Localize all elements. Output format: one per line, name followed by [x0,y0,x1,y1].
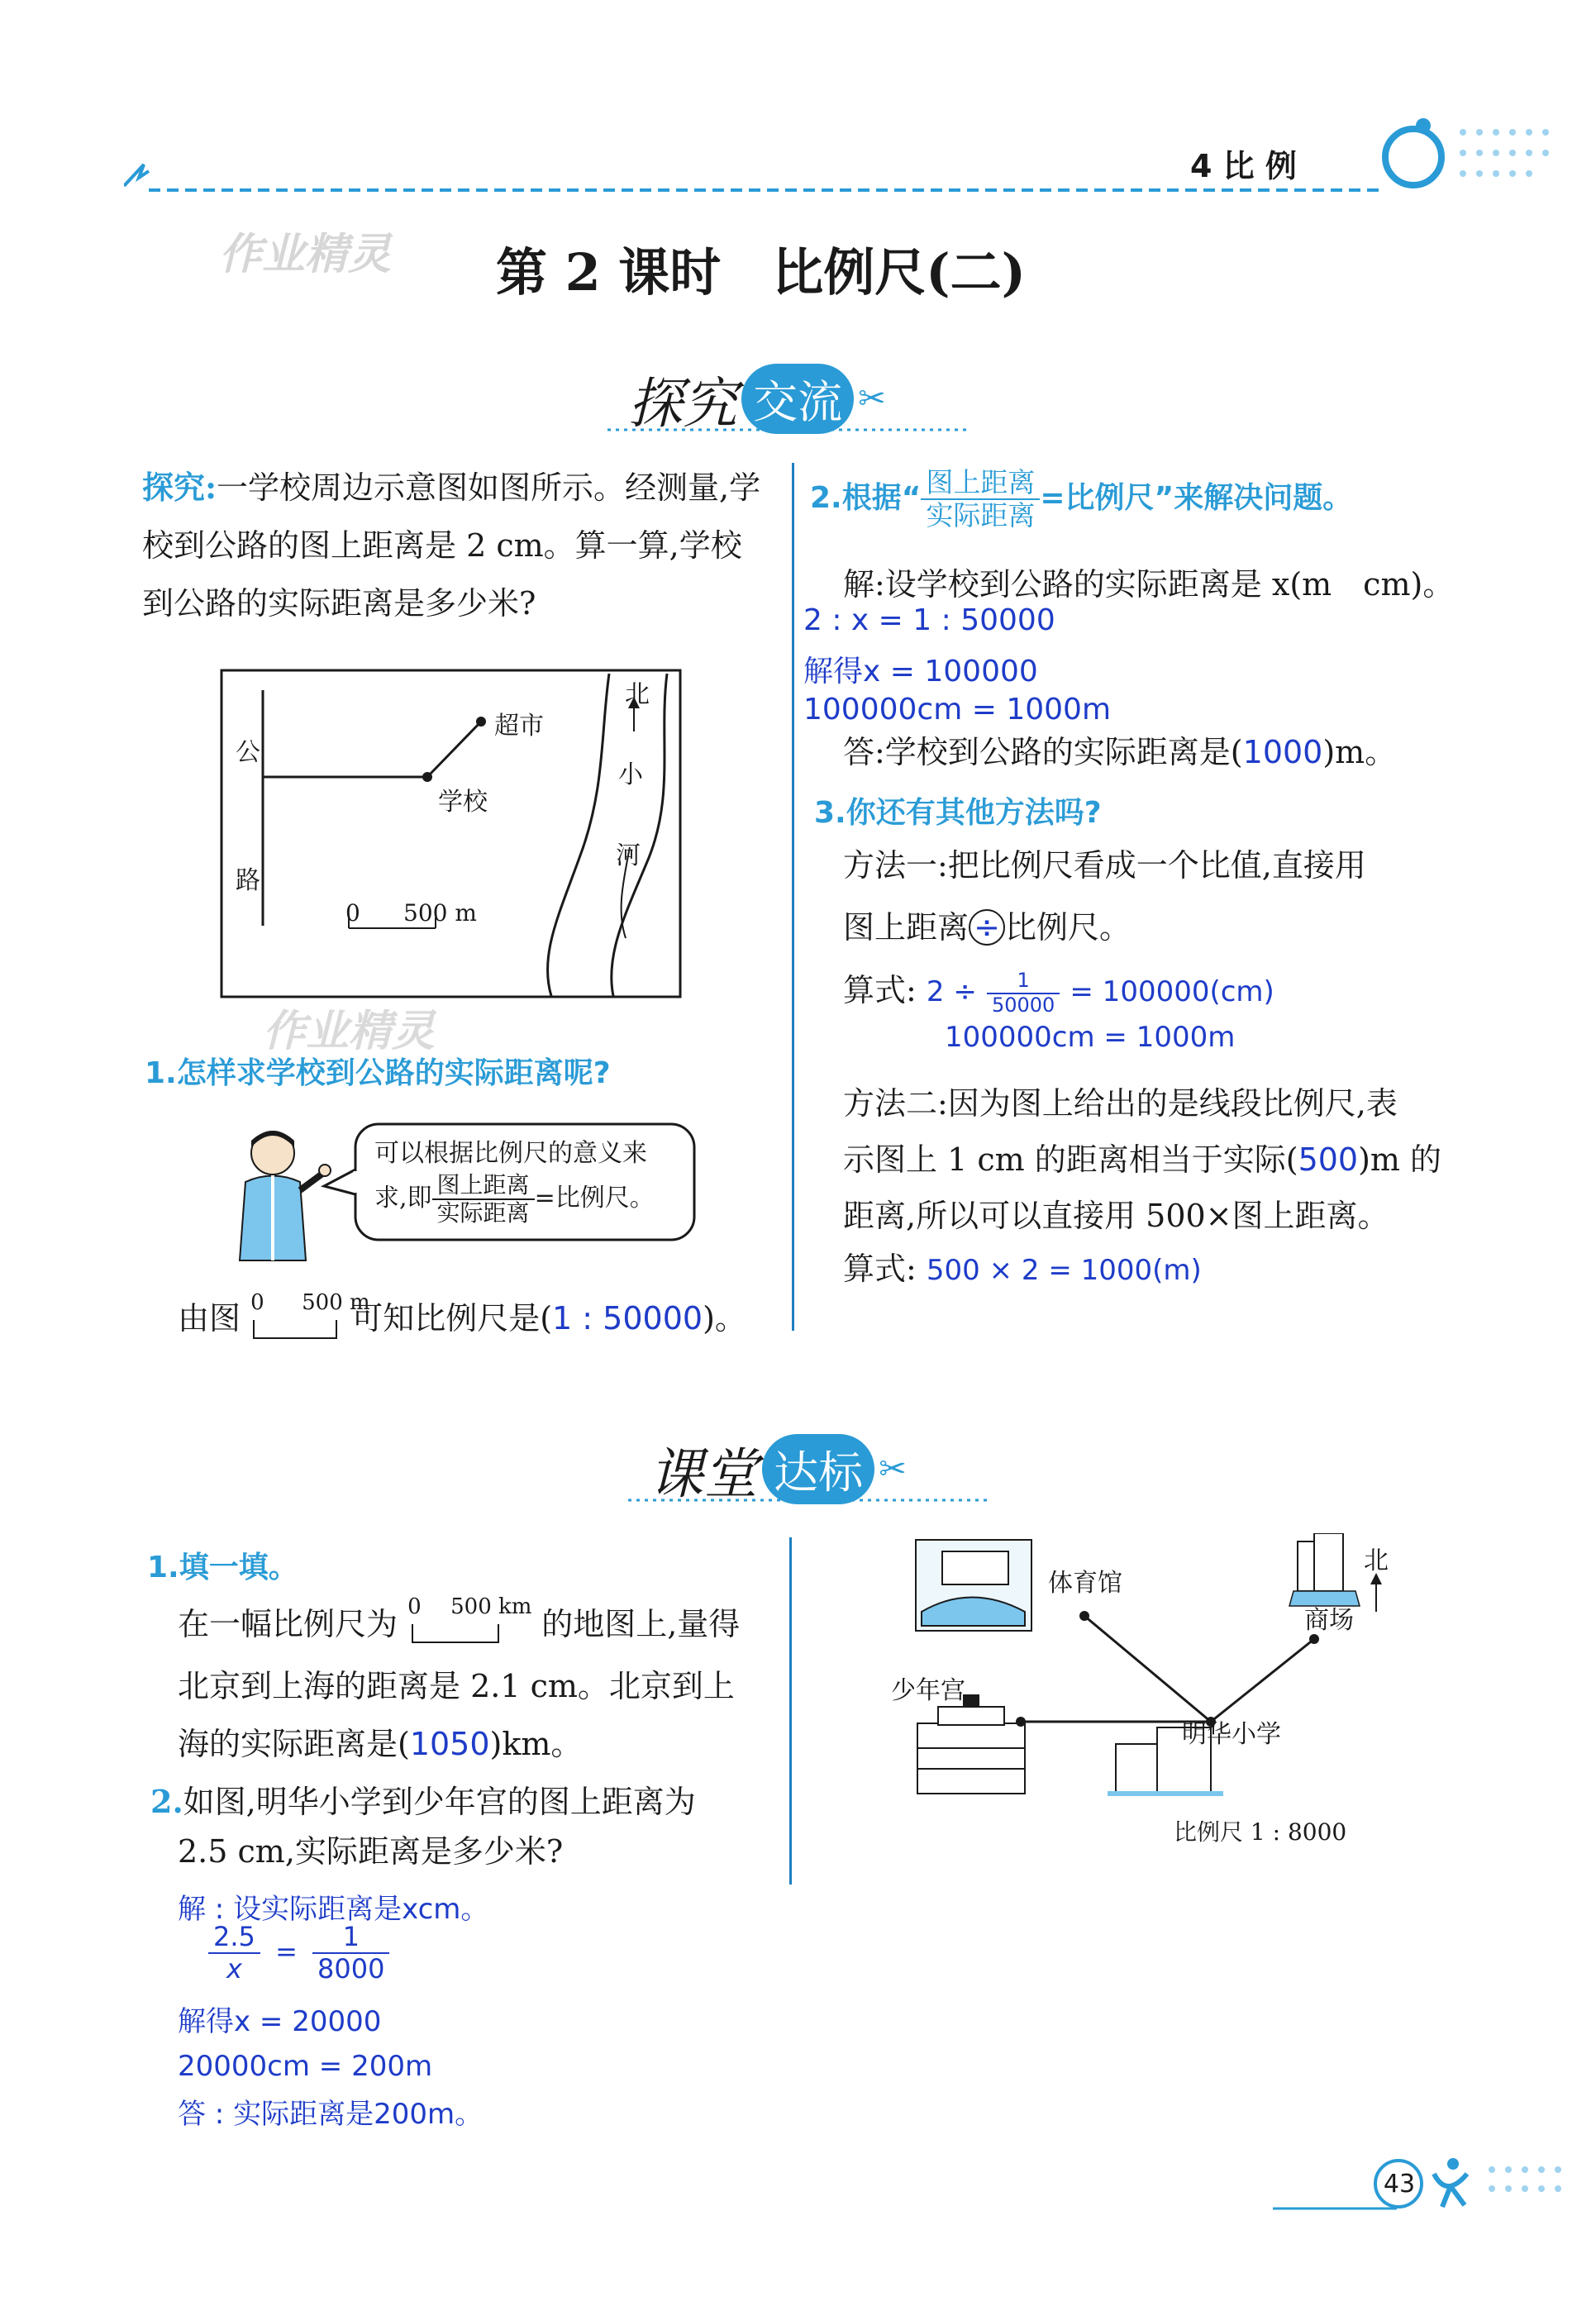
m1-calc-b: = 100000(cm) [1070,975,1274,1008]
scissors-icon-2: ✂ [879,1450,907,1489]
calc-label-1: 算式: [843,972,917,1008]
handwritten-step-1: 2 : x = 1 : 50000 [803,603,1055,637]
map-road-char-2: 路 [236,866,260,895]
handwritten-step-2: 解得x = 100000 [803,655,1038,689]
m1-calc-a: 2 ÷ [926,975,977,1008]
m2-post: )m 的 [1358,1141,1442,1178]
practice-p1-line-3 [178,1715,582,1773]
map-river-char-1: 小 [618,760,643,789]
practice-solve-1: 解 : 设实际距离是xcm。 [178,1893,489,1926]
practice-solve-2 [208,1922,389,1985]
school-district-map [893,1533,1422,1823]
bubble-fraction-den: 实际距离 [436,1199,530,1227]
scale-post: )。 [703,1300,746,1337]
lesson-title: 第 2 课时 比例尺(二) [496,242,1026,303]
practice-solve-5: 答 : 实际距离是200m。 [178,2098,484,2131]
watermark-middle: 作业精灵 [263,1007,436,1056]
scale-pre: 由图 [178,1300,241,1337]
map2-school-label: 明华小学 [1182,1720,1281,1749]
bubble-line-2 [374,1172,655,1227]
division-operator-circle: ÷ [969,909,1005,946]
answer-value: 1000 [1242,734,1323,770]
s2-frac-b-den: 8000 [317,1952,385,1985]
m2-calc: 500 × 2 = 1000(m) [926,1254,1202,1287]
map2-scale-label: 比例尺 1 : 8000 [1174,1818,1347,1846]
map-road-char-1: 公 [236,738,260,767]
handwritten-step-3: 100000cm = 1000m [803,693,1112,727]
p1-line3-pre: 海的实际距离是( [178,1726,410,1762]
q2-number: 2. [150,1783,183,1820]
practice-solve-3: 解得x = 20000 [178,2005,382,2038]
bubble-fraction-num: 图上距离 [432,1172,535,1200]
bubble-line-1: 可以根据比例尺的意义来 [374,1139,647,1168]
p1-line3-post: )km。 [489,1726,583,1762]
m1-post: 比例尺。 [1005,909,1131,946]
banner-text-a: 探究 [628,372,737,436]
s2-equals: = [275,1935,298,1967]
p1-scale-500: 500 km [450,1594,532,1619]
method-1-calc [843,965,1274,1017]
s2-frac-a-num: 2.5 [208,1922,260,1954]
column-divider-top [792,463,794,1331]
page-number: 43 [1383,2170,1416,2199]
bubble-pre: 求,即 [374,1184,432,1213]
scale-inline-500: 500 m [302,1289,370,1315]
scale-reading-line [178,1289,746,1347]
map-river-char-2: 河 [616,841,641,870]
question-3-title: 3.你还有其他方法吗? [814,796,1102,830]
footer-decoration [1273,2141,1587,2215]
map2-mall-label: 商场 [1304,1606,1354,1635]
map-scale-500: 500 m [403,899,477,927]
question-1-title: 1.怎样求学校到公路的实际距离呢? [145,1056,611,1090]
q2-fraction-num: 图上距离 [921,467,1040,500]
m2-value: 500 [1298,1141,1359,1178]
map2-north-label: 北 [1364,1546,1389,1575]
calc-label-2: 算式: [843,1251,917,1287]
banner2-text-a: 课堂 [649,1442,758,1506]
chapter-label: 4 比 例 [1190,148,1297,184]
explore-label: 探究: [142,469,217,506]
p1-scale-zero: 0 [407,1594,422,1619]
p1-pre: 在一幅比例尺为 [178,1606,398,1642]
m1-calc-c: 100000cm = 1000m [945,1021,1236,1054]
q2-fraction-den: 实际距离 [926,498,1036,531]
scale-mid: 可知比例尺是( [351,1300,553,1337]
bubble-post: =比例尺。 [534,1184,655,1213]
m1-frac-num: 1 [987,970,1060,994]
map-scale-zero: 0 [345,899,360,927]
banner-underline [607,422,971,438]
banner-text-b: 交流 [741,364,854,434]
map2-youth-palace-label: 少年宫 [891,1676,965,1705]
m1-frac-den: 50000 [991,993,1055,1017]
s2-frac-a-den: x [226,1952,242,1985]
scale-answer: 1 : 50000 [552,1300,703,1337]
answer-pre: 答:学校到公路的实际距离是( [843,734,1243,770]
banner2-text-b: 达标 [762,1434,874,1504]
answer-line [843,723,1396,781]
map2-stadium-label: 体育馆 [1048,1569,1122,1598]
method-2-line-3: 距离,所以可以直接用 500×图上距离。 [843,1198,1389,1234]
method-2-line-1: 方法二:因为图上给出的是线段比例尺,表 [843,1085,1398,1122]
s2-frac-b-num: 1 [312,1922,389,1954]
q2-text: 如图,明华小学到少年宫的图上距离为 [183,1784,696,1820]
map-market-label: 超市 [494,712,544,741]
scale-bar-inline [250,1289,370,1346]
column-divider-bottom [789,1537,792,1885]
watermark-top: 作业精灵 [219,230,392,279]
practice-q2-line-2: 2.5 cm,实际距离是多少米? [178,1833,564,1870]
practice-solve-4: 20000cm = 200m [178,2050,433,2083]
question-2-title [810,467,1352,531]
answer-post: )m。 [1322,734,1397,770]
method-1-line-1: 方法一:把比例尺看成一个比值,直接用 [843,847,1366,884]
map-north-label: 北 [625,680,650,709]
explore-problem-text: 一学校周边示意图如图所示。经测量,学校到公路的图上距离是 2 cm。算一算,学校到公路的实际距离是多少米? [142,469,761,622]
scale-inline-zero: 0 [250,1289,264,1315]
solve-line: 解:设学校到公路的实际距离是 x(m cm)。 [843,566,1455,603]
explore-problem [142,459,770,632]
m1-pre: 图上距离 [843,909,970,946]
practice-p1-line-1 [178,1595,740,1653]
practice-p1-line-2: 北京到上海的距离是 2.1 cm。北京到上 [178,1668,735,1704]
q2-post: =比例尺”来解决问题。 [1040,480,1353,515]
practice-q1-title: 1.填一填。 [147,1551,298,1584]
practice-scale-bar [407,1594,532,1652]
method-2-line-2 [843,1131,1441,1189]
p1-post: 的地图上,量得 [541,1606,741,1642]
scissors-icon: ✂ [858,379,886,418]
m2-pre: 示图上 1 cm 的距离相当于实际( [843,1141,1298,1178]
header-dots-decoration [1380,107,1579,207]
banner2-underline [628,1492,992,1508]
map-school-label: 学校 [438,788,488,817]
q2-pre: 2.根据“ [810,480,922,515]
header-dashed-rule [124,153,1596,203]
method-2-calc [843,1244,1202,1295]
p1-answer: 1050 [409,1726,490,1762]
method-1-line-2 [843,898,1131,956]
